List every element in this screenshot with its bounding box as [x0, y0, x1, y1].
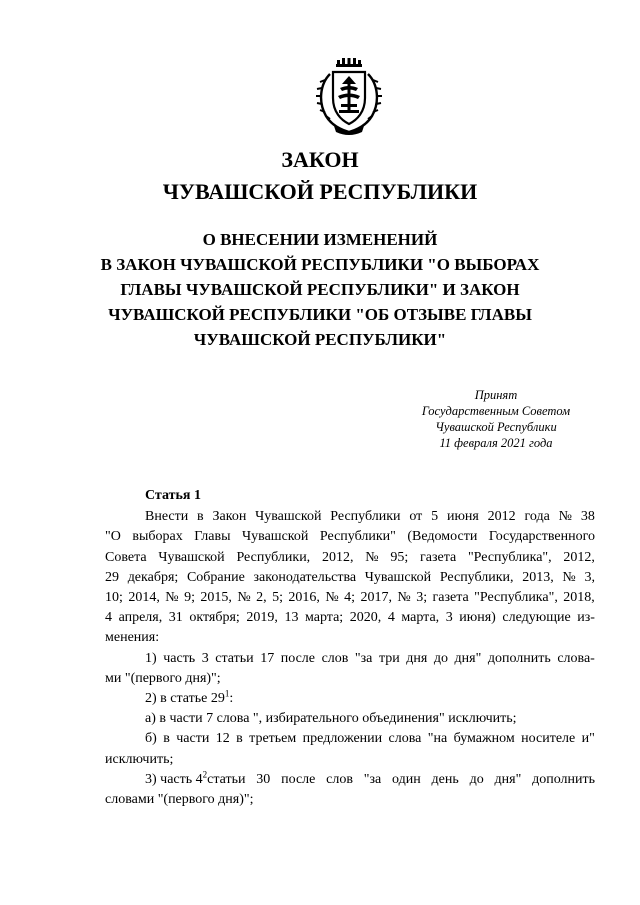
word: 2020,	[349, 610, 382, 626]
article-body	[105, 486, 595, 810]
word: апреля,	[118, 610, 163, 626]
word: 2012,	[321, 549, 354, 565]
text-line	[105, 649, 595, 669]
word: "Республика",	[467, 549, 552, 565]
word: б)	[145, 731, 157, 747]
word: 38	[580, 509, 595, 525]
text-fragment: 3) часть 4	[145, 771, 203, 787]
word: 10;	[105, 590, 123, 606]
word: дня	[406, 650, 428, 666]
word: три	[378, 650, 400, 666]
word: слов	[321, 650, 349, 666]
word: 95;	[390, 549, 409, 565]
subject-line: ГЛАВЫ ЧУВАШСКОЙ РЕСПУБЛИКИ" И ЗАКОН	[120, 280, 520, 299]
word: 4	[105, 610, 112, 626]
word: газета	[420, 549, 457, 565]
word: 2012,	[563, 549, 595, 565]
text-line: исключить;	[105, 751, 174, 767]
word: Чувашской	[255, 509, 322, 525]
word: статьи	[215, 650, 254, 666]
word: Совета	[105, 549, 147, 565]
text-line: менения:	[105, 630, 160, 646]
word: декабря;	[127, 569, 179, 585]
word: часть	[163, 650, 196, 666]
text-line	[105, 548, 595, 568]
word: носителе	[521, 731, 576, 747]
word: части	[176, 731, 210, 747]
text-line: словами "(первого дня)";	[105, 792, 254, 808]
word: №	[325, 590, 339, 606]
word: 9;	[184, 590, 195, 606]
word: №	[558, 509, 573, 525]
text-fragment: :	[229, 691, 234, 707]
word: Внести	[145, 509, 189, 525]
text-fragment	[145, 770, 207, 790]
word: 1)	[145, 650, 157, 666]
word: Республики	[330, 509, 401, 525]
text-fragment: статьи 30 после слов "за один день до дня" дополнить	[207, 771, 595, 787]
word: дня"	[454, 650, 482, 666]
word: Чувашской	[364, 569, 432, 585]
text-fragment: 2) в статье 29	[145, 691, 225, 707]
word: №	[562, 569, 576, 585]
word: Государственного	[488, 529, 595, 545]
word: 2,	[256, 590, 267, 606]
word: газета	[432, 590, 469, 606]
text-line	[105, 588, 595, 608]
word: в	[236, 731, 243, 747]
word: до	[433, 650, 448, 666]
word: 2016,	[288, 590, 320, 606]
word: 2018,	[563, 590, 595, 606]
subject-line: ЧУВАШСКОЙ РЕСПУБЛИКИ "ОБ ОТЗЫВЕ ГЛАВЫ	[108, 305, 532, 324]
word: №	[237, 590, 251, 606]
word: "за	[354, 650, 373, 666]
word: 2012	[487, 509, 516, 525]
word: от	[409, 509, 423, 525]
text-line	[105, 527, 595, 547]
word: Главы	[194, 529, 231, 545]
text-line	[105, 568, 595, 588]
word: октября;	[189, 610, 240, 626]
word: марта;	[305, 610, 344, 626]
word: Республики,	[236, 549, 311, 565]
text-line: а) в части 7 слова ", избирательного объединения" исключить;	[145, 711, 517, 727]
word: 5;	[272, 590, 283, 606]
word: и"	[581, 731, 595, 747]
word: марта,	[401, 610, 440, 626]
word: (Ведомости	[407, 529, 478, 545]
word: 3;	[416, 590, 428, 606]
word: 13	[284, 610, 299, 626]
word: 3,	[584, 569, 595, 585]
adoption-line: Государственным Советом	[421, 404, 571, 418]
word: года	[524, 509, 550, 525]
word: 4;	[344, 590, 356, 606]
word: №	[165, 590, 179, 606]
subject-line: О ВНЕСЕНИИ ИЗМЕНЕНИЙ	[202, 230, 438, 249]
adoption-line: 11 февраля 2021 года	[439, 436, 553, 450]
word: №	[397, 590, 411, 606]
adoption-line: Принят	[474, 388, 518, 402]
chuvash-republic-emblem-icon	[316, 58, 382, 136]
word: 3	[201, 650, 209, 666]
word: в	[197, 509, 204, 525]
superscript: 2	[202, 769, 208, 780]
word: Чувашской	[242, 529, 309, 545]
word: 5	[431, 509, 439, 525]
word: июня	[446, 509, 479, 525]
subject-line: ЧУВАШСКОЙ РЕСПУБЛИКИ"	[193, 330, 447, 349]
word: слова	[388, 731, 422, 747]
law-issuer: ЧУВАШСКОЙ РЕСПУБЛИКИ	[162, 179, 478, 204]
word: бумажном	[453, 731, 515, 747]
word: предложении	[302, 731, 383, 747]
text-line	[105, 729, 595, 749]
word: из-	[577, 610, 595, 626]
word: 17	[260, 650, 275, 666]
word: "Республика",	[474, 590, 558, 606]
law-subject	[60, 227, 580, 352]
text-line	[105, 507, 595, 527]
word: 12	[215, 731, 230, 747]
word: Республики"	[319, 529, 396, 545]
adoption-line: Чувашской Республики	[435, 420, 557, 434]
word: законодательства	[253, 569, 357, 585]
word: следующие	[502, 610, 571, 626]
superscript: 1	[224, 688, 230, 699]
word: "О	[105, 529, 121, 545]
word: в	[163, 731, 170, 747]
word: Собрание	[186, 569, 245, 585]
word: №	[365, 549, 379, 565]
adoption-note	[380, 387, 612, 451]
word: 2019,	[246, 610, 278, 626]
word: 29	[105, 569, 119, 585]
word: слова-	[557, 650, 595, 666]
text-line: ми "(первого дня)";	[105, 670, 221, 686]
law-title: ЗАКОН	[281, 147, 359, 172]
word: 4	[387, 610, 395, 626]
word: выборах	[132, 529, 183, 545]
word: после	[280, 650, 316, 666]
word: 31	[168, 610, 183, 626]
word: Чувашской	[158, 549, 225, 565]
word: 2013,	[522, 569, 554, 585]
word: "на	[427, 731, 448, 747]
word: 2017,	[360, 590, 392, 606]
word: июня)	[459, 610, 496, 626]
word: 2014,	[128, 590, 160, 606]
word: дополнить	[487, 650, 551, 666]
word: Республики,	[439, 569, 514, 585]
word: 3	[445, 610, 453, 626]
list-item-2	[105, 689, 595, 709]
word: Закон	[212, 509, 247, 525]
subject-line: В ЗАКОН ЧУВАШСКОЙ РЕСПУБЛИКИ "О ВЫБОРАХ	[100, 255, 540, 274]
article-heading: Статья 1	[145, 488, 201, 503]
word: третьем	[249, 731, 297, 747]
list-item-3	[105, 770, 595, 790]
text-line	[105, 608, 595, 628]
word: 2015,	[200, 590, 232, 606]
